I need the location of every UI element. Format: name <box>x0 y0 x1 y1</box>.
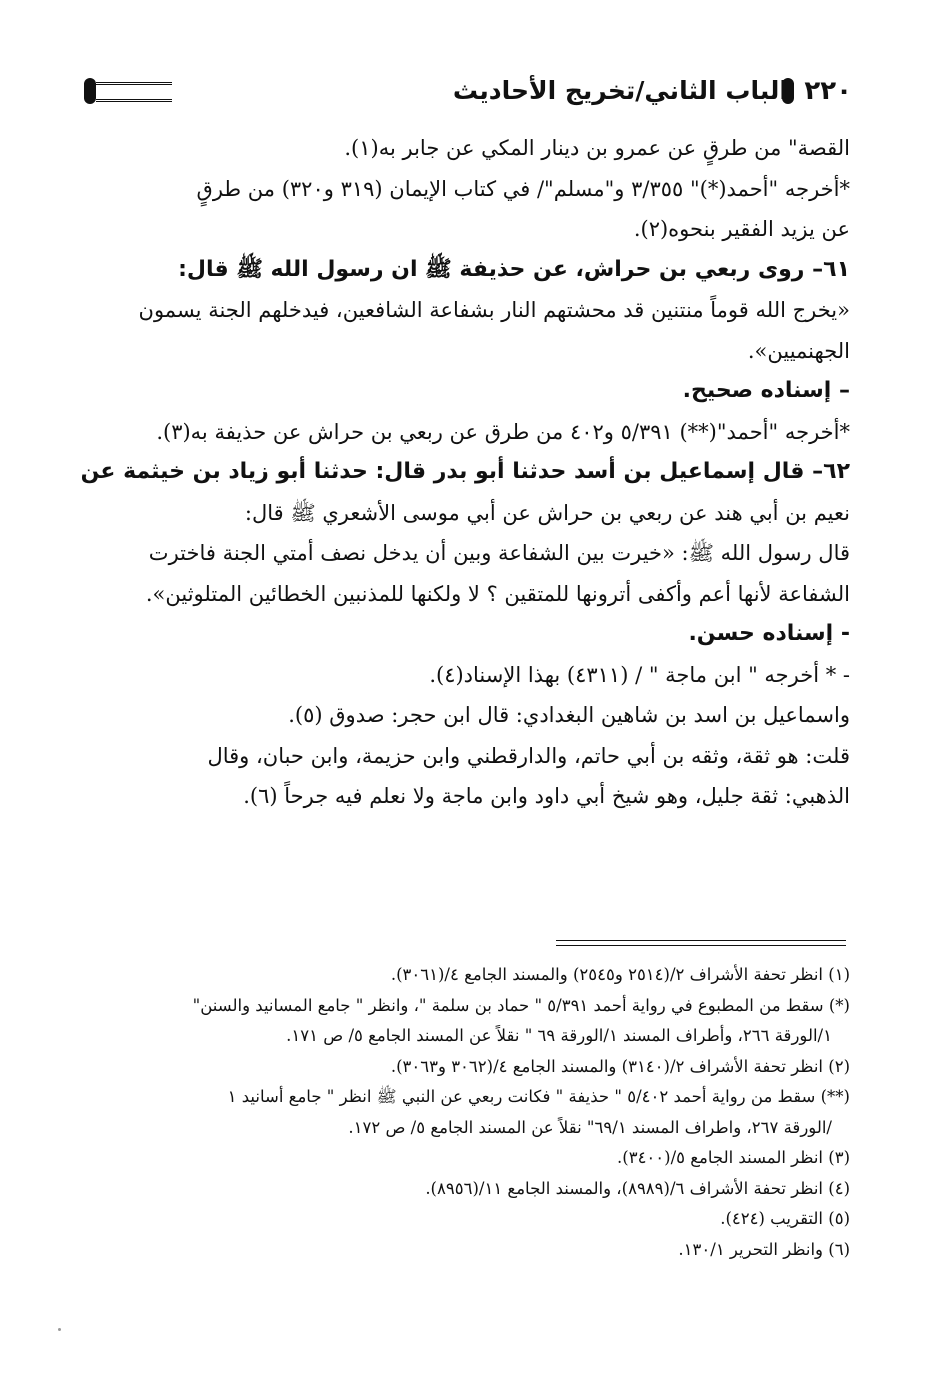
text-line: قلت: هو ثقة، وثقه بن أبي حاتم، والدارقطني وابن حزيمة، وابن حبان، وقال <box>207 743 850 768</box>
footnote: (٢) انظر تحفة الأشراف ٢/(٣١٤٠) والمسند الجامع ٤/(٣٠٦٢ و٣٠٦٣). <box>390 1056 850 1076</box>
hadith-text: قال رسول الله ﷺ: «خيرت بين الشفاعة وبين أن يدخل نصف أمتي الجنة فاخترت <box>148 541 850 565</box>
text-line: نعيم بن أبي هند عن ربعي بن حراش عن أبي موسى الأشعري ﷺ قال: <box>244 500 850 525</box>
chapter-title: الباب الثاني/تخريج الأحاديث <box>452 76 788 105</box>
text-line: عن يزيد الفقير بنحوه(٢). <box>633 217 850 241</box>
hadith-text: الجهنميين». <box>747 338 850 363</box>
footnote: (*) سقط من المطبوع في رواية أحمد ٥/٣٩١ " حماد بن سلمة "، وانظر " جامع المسانيد والسنن" <box>192 995 850 1015</box>
footnotes <box>80 960 850 1265</box>
hadith-text: «يخرج الله قوماً منتنين قد محشتهم النار بشفاعة الشافعين، فيدخلهم الجنة يسمون <box>138 298 850 322</box>
footnote: (١) انظر تحفة الأشراف ٢/(٢٥١٤ و٢٥٤٥) والمسند الجامع ٤/(٣٠٦١). <box>390 965 850 984</box>
text-line: *أخرجه "أحمد"(**) ٥/٣٩١ و٤٠٢ من طرق عن ربعي بن حراش عن حذيفة به(٣). <box>156 419 850 444</box>
footnote-separator <box>556 940 846 946</box>
hadith-text: الشفاعة لأنها أعم وأكفى أترونها للمتقين ؟ لا ولكنها للمذنبين الخطائين المتلوثين». <box>145 581 850 606</box>
footnote-continuation: ١/الورقة ٢٦٦، وأطراف المسند ١/الورقة ٦٩ " نقلاً عن المسند الجامع ٥/ ص ١٧١. <box>286 1026 832 1045</box>
isnad-grade: - إسناده حسن. <box>688 621 850 646</box>
page-number: ٢٢٠ <box>804 76 852 106</box>
hadith-heading-61: ٦١– روى ربعي بن حراش، عن حذيفة ﷺ ان رسول الله ﷺ قال: <box>178 256 850 282</box>
text-line: - * أخرجه " ابن ماجة " / (٤٣١١) بهذا الإسناد(٤). <box>429 662 850 687</box>
footnote: (**) سقط من رواية أحمد ٥/٤٠٢ " حذيفة " فكانت ربعي عن النبي ﷺ انظر " جامع أسانيد ١ <box>227 1087 850 1106</box>
text-line: واسماعيل بن اسد بن شاهين البغدادي: قال ابن حجر: صدوق (٥). <box>288 703 850 727</box>
footnote: (٦) وانظر التحرير ١٣٠/١. <box>678 1239 850 1259</box>
header-ornament-left <box>84 78 96 104</box>
footnote: (٣) انظر المسند الجامع ٥/(٣٤٠٠). <box>617 1148 850 1167</box>
header-ornament-rule <box>96 82 172 102</box>
text-line: *أخرجه "أحمد(*)" ٣/٣٥٥ و"مسلم"/ في كتاب الإيمان (٣١٩ و٣٢٠) من طرقٍ <box>196 176 850 201</box>
text-line: الذهبي: ثقة جليل، وهو شيخ أبي داود وابن ماجة ولا نعلم فيه جرحاً (٦). <box>243 784 850 808</box>
footnote: (٥) التقريب (٤٢٤). <box>720 1209 850 1228</box>
hadith-heading-62: ٦٢– قال إسماعيل بن أسد حدثنا أبو بدر قال: حدثنا أبو زياد بن خيثمة عن <box>80 459 850 484</box>
footnote-continuation: /الورقة ٢٦٧، واطراف المسند ٦٩/١" نقلاً عن المسند الجامع ٥/ ص ١٧٢. <box>348 1117 832 1137</box>
isnad-grade: – إسناده صحيح. <box>682 378 850 403</box>
main-text <box>80 128 850 817</box>
page-header <box>70 70 852 114</box>
footnote: (٤) انظر تحفة الأشراف ٦/(٨٩٨٩)، والمسند الجامع ١١/(٨٩٥٦). <box>425 1178 850 1198</box>
text-line: القصة" من طرقٍ عن عمرو بن دينار المكي عن جابر به(١). <box>344 136 850 160</box>
scan-speck <box>58 1328 61 1331</box>
